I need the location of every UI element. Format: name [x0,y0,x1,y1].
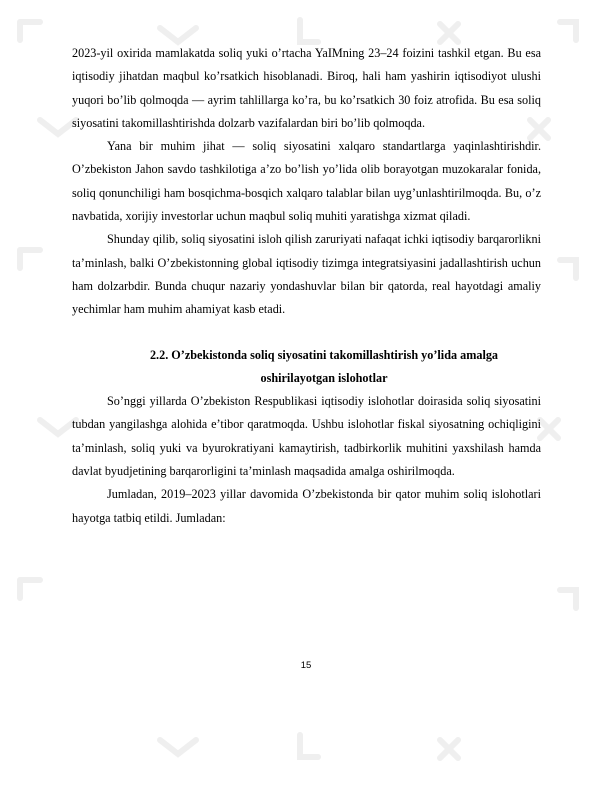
section-heading [72,344,541,391]
section-heading-line1: 2.2. O’zbekistonda soliq siyosatini takomillashtirish yo’lida amalga [149,347,499,362]
paragraph-reform-necessity: Shunday qilib, soliq siyosatini isloh qilish zaruriyati nafaqat ichki iqtisodiy barqarorlikni ta’minlash, balki O’zbekistonning global iqtisodiy tizimga integratsiyasini jadallashtirish uchun ham dolzarbdir. Bunda chuqur nazariy yondashuvlar bilan bir qatorda, real hayotdagi amaliy yechimlar ham muhim ahamiyat kasb etadi. [72,232,541,317]
section-heading-line2: oshirilayotgan islohotlar [260,370,388,385]
paragraph-international-standards: Yana bir muhim jihat — soliq siyosatini xalqaro standartlarga yaqinlashtirishdir. O’zbekiston Jahon savdo tashkilotiga a’zo bo’lish yo’lida olib borayotgan muzokaralar fonida, soliq qonunchiligi ham bosqichma-bosqich xalqaro talablar bilan uyg’unlashtirilmoqda. Bu, o’z navbatida, xorijiy investorlar uchun maqbul soliq muhiti yaratishga xizmat qiladi. [72,139,541,224]
paragraph-recent-reforms: So’nggi yillarda O’zbekiston Respublikasi iqtisodiy islohotlar doirasida soliq siyosatini tubdan yangilashga alohida e’tibor qaratmoqda. Ushbu islohotlar fiskal siyosatning ochiqligini ta’minlash, soliq yuki va byurokratiyani kamaytirish, tadbirkorlik muhitini yaxshilash hamda davlat byudjetining barqarorligini ta’minlash maqsadida amalga oshirilmoqda. [72,394,541,479]
paragraph-reforms-2019-2023: Jumladan, 2019–2023 yillar davomida O’zbekistonda bir qator muhim soliq islohotlari hayotga tatbiq etildi. Jumladan: [72,487,541,525]
document-body [72,42,541,530]
paragraph-tax-burden: 2023-yil oxirida mamlakatda soliq yuki o’rtacha YaIMning 23–24 foizini tashkil etgan. Bu esa iqtisodiy jihatdan maqbul ko’rsatkich hisoblanadi. Biroq, hali ham yashirin iqtisodiyot ulushi yuqori bo’lib qolmoqda — ayrim tahlillarga ko’ra, bu ko’rsatkich 30 foiz atrofida. Bu esa soliq siyosatini takomillashtirishda dolzarb vazifalardan biri bo’lib qolmoqda. [72,46,541,130]
page-number: 15 [300,660,312,671]
section-spacer [72,322,541,344]
